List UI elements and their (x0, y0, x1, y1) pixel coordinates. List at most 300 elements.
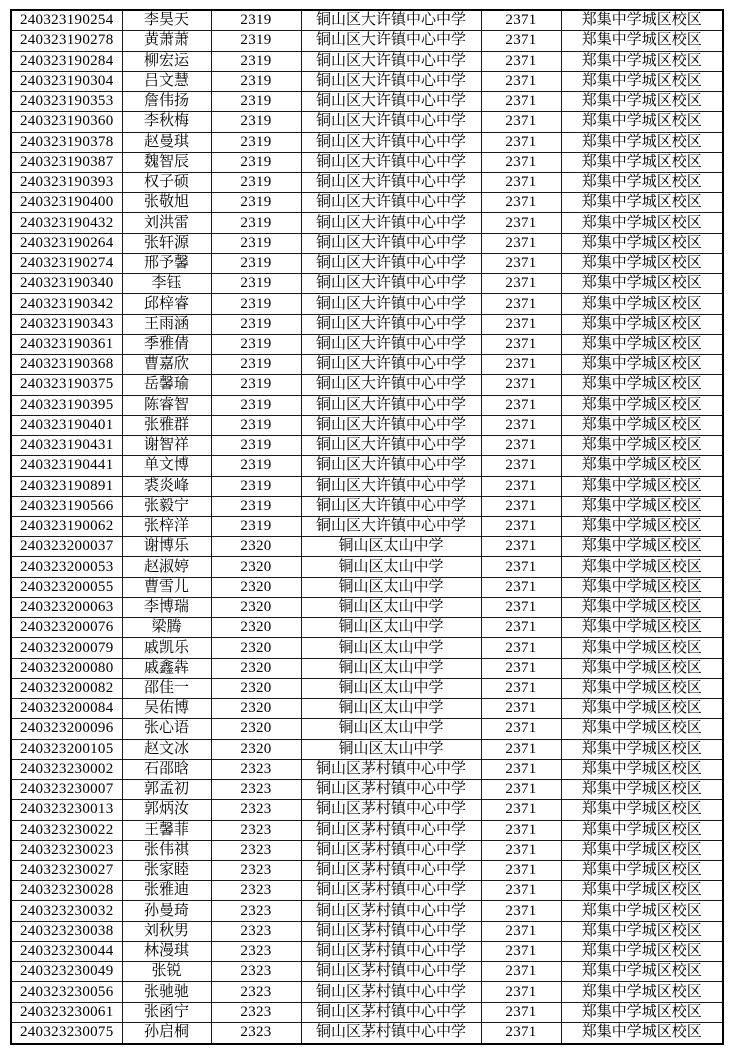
student-name-cell: 张函宁 (122, 1002, 211, 1022)
table-row (11, 820, 723, 840)
destination-campus-cell: 郑集中学城区校区 (561, 253, 723, 273)
student-name-cell: 张毅宁 (122, 496, 211, 516)
school-code-cell: 2323 (211, 881, 301, 901)
school-name-cell: 铜山区茅村镇中心中学 (301, 780, 481, 800)
student-id-cell: 240323190441 (11, 456, 122, 476)
school-name-cell: 铜山区大许镇中心中学 (301, 274, 481, 294)
school-name-cell: 铜山区大许镇中心中学 (301, 436, 481, 456)
destination-code-cell: 2371 (481, 92, 561, 112)
school-name-cell: 铜山区茅村镇中心中学 (301, 941, 481, 961)
student-id-cell: 240323200096 (11, 719, 122, 739)
student-id-cell: 240323190062 (11, 517, 122, 537)
destination-campus-cell: 郑集中学城区校区 (561, 71, 723, 91)
destination-code-cell: 2371 (481, 638, 561, 658)
table-body (11, 10, 723, 1044)
destination-campus-cell: 郑集中学城区校区 (561, 597, 723, 617)
destination-campus-cell: 郑集中学城区校区 (561, 557, 723, 577)
destination-code-cell: 2371 (481, 436, 561, 456)
student-id-cell: 240323230038 (11, 921, 122, 941)
table-row (11, 678, 723, 698)
school-code-cell: 2323 (211, 1022, 301, 1044)
student-name-cell: 郭炳汝 (122, 800, 211, 820)
destination-campus-cell: 郑集中学城区校区 (561, 577, 723, 597)
school-name-cell: 铜山区大许镇中心中学 (301, 476, 481, 496)
table-row (11, 233, 723, 253)
destination-campus-cell: 郑集中学城区校区 (561, 51, 723, 71)
school-code-cell: 2320 (211, 658, 301, 678)
table-row (11, 436, 723, 456)
table-row (11, 699, 723, 719)
table-row (11, 1022, 723, 1044)
destination-campus-cell: 郑集中学城区校区 (561, 1002, 723, 1022)
student-name-cell: 孙启桐 (122, 1022, 211, 1044)
destination-code-cell: 2371 (481, 152, 561, 172)
school-name-cell: 铜山区大许镇中心中学 (301, 517, 481, 537)
table-row (11, 395, 723, 415)
destination-campus-cell: 郑集中学城区校区 (561, 739, 723, 759)
destination-code-cell: 2371 (481, 739, 561, 759)
school-code-cell: 2319 (211, 517, 301, 537)
destination-campus-cell: 郑集中学城区校区 (561, 132, 723, 152)
school-name-cell: 铜山区大许镇中心中学 (301, 375, 481, 395)
destination-campus-cell: 郑集中学城区校区 (561, 820, 723, 840)
destination-code-cell: 2371 (481, 517, 561, 537)
school-code-cell: 2323 (211, 840, 301, 860)
student-id-cell: 240323230056 (11, 982, 122, 1002)
destination-code-cell: 2371 (481, 1002, 561, 1022)
destination-code-cell: 2371 (481, 71, 561, 91)
student-name-cell: 李博瑞 (122, 597, 211, 617)
school-name-cell: 铜山区茅村镇中心中学 (301, 1022, 481, 1044)
student-id-cell: 240323230075 (11, 1022, 122, 1044)
destination-campus-cell: 郑集中学城区校区 (561, 860, 723, 880)
table-row (11, 132, 723, 152)
destination-campus-cell: 郑集中学城区校区 (561, 476, 723, 496)
destination-campus-cell: 郑集中学城区校区 (561, 962, 723, 982)
school-code-cell: 2320 (211, 537, 301, 557)
destination-code-cell: 2371 (481, 982, 561, 1002)
destination-campus-cell: 郑集中学城区校区 (561, 436, 723, 456)
table-row (11, 638, 723, 658)
destination-code-cell: 2371 (481, 658, 561, 678)
school-code-cell: 2320 (211, 699, 301, 719)
table-row (11, 253, 723, 273)
school-name-cell: 铜山区茅村镇中心中学 (301, 881, 481, 901)
school-name-cell: 铜山区大许镇中心中学 (301, 355, 481, 375)
destination-code-cell: 2371 (481, 314, 561, 334)
school-code-cell: 2323 (211, 759, 301, 779)
student-name-cell: 张家睦 (122, 860, 211, 880)
destination-code-cell: 2371 (481, 193, 561, 213)
student-name-cell: 曹雪儿 (122, 577, 211, 597)
student-name-cell: 吴佑博 (122, 699, 211, 719)
student-name-cell: 魏智辰 (122, 152, 211, 172)
destination-code-cell: 2371 (481, 173, 561, 193)
destination-code-cell: 2371 (481, 820, 561, 840)
school-name-cell: 铜山区大许镇中心中学 (301, 395, 481, 415)
table-row (11, 860, 723, 880)
school-name-cell: 铜山区大许镇中心中学 (301, 10, 481, 31)
student-id-cell: 240323190891 (11, 476, 122, 496)
school-code-cell: 2319 (211, 294, 301, 314)
student-name-cell: 岳馨瑜 (122, 375, 211, 395)
destination-campus-cell: 郑集中学城区校区 (561, 10, 723, 31)
student-name-cell: 曹嘉欣 (122, 355, 211, 375)
table-row (11, 31, 723, 51)
student-name-cell: 张敬旭 (122, 193, 211, 213)
destination-campus-cell: 郑集中学城区校区 (561, 1022, 723, 1044)
destination-code-cell: 2371 (481, 780, 561, 800)
table-row (11, 71, 723, 91)
table-row (11, 780, 723, 800)
school-code-cell: 2319 (211, 10, 301, 31)
school-name-cell: 铜山区茅村镇中心中学 (301, 1002, 481, 1022)
student-id-cell: 240323230022 (11, 820, 122, 840)
destination-campus-cell: 郑集中学城区校区 (561, 152, 723, 172)
school-name-cell: 铜山区太山中学 (301, 739, 481, 759)
school-code-cell: 2323 (211, 780, 301, 800)
destination-code-cell: 2371 (481, 840, 561, 860)
school-name-cell: 铜山区大许镇中心中学 (301, 294, 481, 314)
destination-campus-cell: 郑集中学城区校区 (561, 112, 723, 132)
destination-campus-cell: 郑集中学城区校区 (561, 213, 723, 233)
student-assignment-table (10, 9, 724, 1045)
destination-campus-cell: 郑集中学城区校区 (561, 173, 723, 193)
student-name-cell: 赵淑婷 (122, 557, 211, 577)
destination-campus-cell: 郑集中学城区校区 (561, 355, 723, 375)
school-name-cell: 铜山区大许镇中心中学 (301, 334, 481, 354)
student-name-cell: 戚鑫犇 (122, 658, 211, 678)
destination-campus-cell: 郑集中学城区校区 (561, 92, 723, 112)
student-id-cell: 240323190342 (11, 294, 122, 314)
student-id-cell: 240323200076 (11, 618, 122, 638)
destination-campus-cell: 郑集中学城区校区 (561, 415, 723, 435)
destination-campus-cell: 郑集中学城区校区 (561, 456, 723, 476)
school-code-cell: 2319 (211, 334, 301, 354)
table-row (11, 577, 723, 597)
school-code-cell: 2319 (211, 436, 301, 456)
table-row (11, 597, 723, 617)
destination-campus-cell: 郑集中学城区校区 (561, 800, 723, 820)
student-id-cell: 240323200063 (11, 597, 122, 617)
school-code-cell: 2319 (211, 274, 301, 294)
school-name-cell: 铜山区大许镇中心中学 (301, 173, 481, 193)
school-code-cell: 2319 (211, 132, 301, 152)
destination-campus-cell: 郑集中学城区校区 (561, 658, 723, 678)
destination-code-cell: 2371 (481, 132, 561, 152)
student-id-cell: 240323190284 (11, 51, 122, 71)
student-name-cell: 单文博 (122, 456, 211, 476)
school-name-cell: 铜山区太山中学 (301, 719, 481, 739)
school-name-cell: 铜山区太山中学 (301, 557, 481, 577)
table-row (11, 152, 723, 172)
table-row (11, 759, 723, 779)
destination-code-cell: 2371 (481, 274, 561, 294)
student-id-cell: 240323190343 (11, 314, 122, 334)
student-name-cell: 裘炎峰 (122, 476, 211, 496)
school-name-cell: 铜山区大许镇中心中学 (301, 132, 481, 152)
table-row (11, 294, 723, 314)
table-row (11, 840, 723, 860)
student-id-cell: 240323190395 (11, 395, 122, 415)
school-name-cell: 铜山区大许镇中心中学 (301, 31, 481, 51)
table-row (11, 517, 723, 537)
table-row (11, 496, 723, 516)
student-name-cell: 黄萧萧 (122, 31, 211, 51)
destination-code-cell: 2371 (481, 577, 561, 597)
student-name-cell: 邵佳一 (122, 678, 211, 698)
school-code-cell: 2319 (211, 173, 301, 193)
school-name-cell: 铜山区大许镇中心中学 (301, 193, 481, 213)
table-row (11, 739, 723, 759)
school-code-cell: 2323 (211, 901, 301, 921)
school-code-cell: 2319 (211, 233, 301, 253)
school-name-cell: 铜山区太山中学 (301, 678, 481, 698)
destination-campus-cell: 郑集中学城区校区 (561, 334, 723, 354)
school-code-cell: 2323 (211, 982, 301, 1002)
destination-campus-cell: 郑集中学城区校区 (561, 881, 723, 901)
destination-code-cell: 2371 (481, 496, 561, 516)
student-name-cell: 詹伟扬 (122, 92, 211, 112)
school-name-cell: 铜山区大许镇中心中学 (301, 314, 481, 334)
destination-code-cell: 2371 (481, 881, 561, 901)
school-name-cell: 铜山区大许镇中心中学 (301, 415, 481, 435)
table-row (11, 193, 723, 213)
destination-campus-cell: 郑集中学城区校区 (561, 375, 723, 395)
school-name-cell: 铜山区茅村镇中心中学 (301, 860, 481, 880)
destination-code-cell: 2371 (481, 334, 561, 354)
school-name-cell: 铜山区茅村镇中心中学 (301, 820, 481, 840)
school-code-cell: 2319 (211, 92, 301, 112)
student-id-cell: 240323200080 (11, 658, 122, 678)
table-row (11, 476, 723, 496)
school-code-cell: 2320 (211, 557, 301, 577)
school-code-cell: 2320 (211, 638, 301, 658)
destination-campus-cell: 郑集中学城区校区 (561, 941, 723, 961)
school-code-cell: 2323 (211, 820, 301, 840)
destination-campus-cell: 郑集中学城区校区 (561, 496, 723, 516)
destination-code-cell: 2371 (481, 51, 561, 71)
table-row (11, 962, 723, 982)
school-name-cell: 铜山区大许镇中心中学 (301, 456, 481, 476)
school-code-cell: 2319 (211, 496, 301, 516)
student-name-cell: 张心语 (122, 719, 211, 739)
destination-code-cell: 2371 (481, 253, 561, 273)
school-code-cell: 2320 (211, 719, 301, 739)
table-row (11, 173, 723, 193)
student-name-cell: 林漫琪 (122, 941, 211, 961)
student-id-cell: 240323190340 (11, 274, 122, 294)
school-code-cell: 2320 (211, 739, 301, 759)
table-row (11, 901, 723, 921)
table-row (11, 51, 723, 71)
school-code-cell: 2319 (211, 395, 301, 415)
table-row (11, 415, 723, 435)
destination-code-cell: 2371 (481, 860, 561, 880)
school-name-cell: 铜山区茅村镇中心中学 (301, 800, 481, 820)
destination-code-cell: 2371 (481, 112, 561, 132)
destination-code-cell: 2371 (481, 921, 561, 941)
student-id-cell: 240323190278 (11, 31, 122, 51)
school-code-cell: 2320 (211, 577, 301, 597)
destination-campus-cell: 郑集中学城区校区 (561, 921, 723, 941)
student-name-cell: 张轩源 (122, 233, 211, 253)
destination-code-cell: 2371 (481, 962, 561, 982)
student-id-cell: 240323230002 (11, 759, 122, 779)
destination-campus-cell: 郑集中学城区校区 (561, 618, 723, 638)
student-name-cell: 刘秋男 (122, 921, 211, 941)
student-name-cell: 赵文冰 (122, 739, 211, 759)
school-code-cell: 2319 (211, 476, 301, 496)
student-name-cell: 刘洪雷 (122, 213, 211, 233)
school-code-cell: 2319 (211, 51, 301, 71)
student-name-cell: 赵曼琪 (122, 132, 211, 152)
student-name-cell: 石邵晗 (122, 759, 211, 779)
destination-code-cell: 2371 (481, 456, 561, 476)
destination-code-cell: 2371 (481, 941, 561, 961)
school-name-cell: 铜山区大许镇中心中学 (301, 253, 481, 273)
destination-campus-cell: 郑集中学城区校区 (561, 314, 723, 334)
school-name-cell: 铜山区大许镇中心中学 (301, 71, 481, 91)
table-row (11, 92, 723, 112)
student-id-cell: 240323230027 (11, 860, 122, 880)
table-row (11, 1002, 723, 1022)
student-name-cell: 权子硕 (122, 173, 211, 193)
school-code-cell: 2319 (211, 213, 301, 233)
student-id-cell: 240323190254 (11, 10, 122, 31)
table-row (11, 881, 723, 901)
school-name-cell: 铜山区大许镇中心中学 (301, 233, 481, 253)
student-id-cell: 240323200053 (11, 557, 122, 577)
destination-code-cell: 2371 (481, 10, 561, 31)
school-name-cell: 铜山区太山中学 (301, 638, 481, 658)
student-id-cell: 240323200079 (11, 638, 122, 658)
student-name-cell: 张雅群 (122, 415, 211, 435)
destination-code-cell: 2371 (481, 1022, 561, 1044)
destination-code-cell: 2371 (481, 800, 561, 820)
destination-campus-cell: 郑集中学城区校区 (561, 719, 723, 739)
destination-campus-cell: 郑集中学城区校区 (561, 759, 723, 779)
student-name-cell: 陈睿智 (122, 395, 211, 415)
school-name-cell: 铜山区太山中学 (301, 618, 481, 638)
destination-campus-cell: 郑集中学城区校区 (561, 699, 723, 719)
table-row (11, 334, 723, 354)
student-name-cell: 邢予馨 (122, 253, 211, 273)
table-row (11, 618, 723, 638)
student-id-cell: 240323190401 (11, 415, 122, 435)
student-id-cell: 240323230028 (11, 881, 122, 901)
school-name-cell: 铜山区大许镇中心中学 (301, 496, 481, 516)
table-row (11, 800, 723, 820)
school-code-cell: 2319 (211, 112, 301, 132)
school-code-cell: 2319 (211, 253, 301, 273)
student-name-cell: 戚凯乐 (122, 638, 211, 658)
school-name-cell: 铜山区太山中学 (301, 597, 481, 617)
destination-campus-cell: 郑集中学城区校区 (561, 840, 723, 860)
destination-campus-cell: 郑集中学城区校区 (561, 901, 723, 921)
student-id-cell: 240323200037 (11, 537, 122, 557)
school-name-cell: 铜山区大许镇中心中学 (301, 51, 481, 71)
school-name-cell: 铜山区茅村镇中心中学 (301, 840, 481, 860)
table-row (11, 537, 723, 557)
student-name-cell: 王雨涵 (122, 314, 211, 334)
student-name-cell: 谢博乐 (122, 537, 211, 557)
table-row (11, 274, 723, 294)
school-code-cell: 2323 (211, 921, 301, 941)
student-id-cell: 240323190264 (11, 233, 122, 253)
student-name-cell: 李钰 (122, 274, 211, 294)
destination-code-cell: 2371 (481, 355, 561, 375)
destination-campus-cell: 郑集中学城区校区 (561, 678, 723, 698)
student-id-cell: 240323190375 (11, 375, 122, 395)
school-name-cell: 铜山区茅村镇中心中学 (301, 982, 481, 1002)
student-name-cell: 李秋梅 (122, 112, 211, 132)
destination-campus-cell: 郑集中学城区校区 (561, 638, 723, 658)
school-name-cell: 铜山区茅村镇中心中学 (301, 921, 481, 941)
destination-code-cell: 2371 (481, 375, 561, 395)
destination-code-cell: 2371 (481, 294, 561, 314)
student-id-cell: 240323230013 (11, 800, 122, 820)
destination-code-cell: 2371 (481, 699, 561, 719)
destination-campus-cell: 郑集中学城区校区 (561, 982, 723, 1002)
table-row (11, 314, 723, 334)
student-name-cell: 邱梓睿 (122, 294, 211, 314)
student-name-cell: 谢智祥 (122, 436, 211, 456)
student-id-cell: 240323190393 (11, 173, 122, 193)
school-name-cell: 铜山区茅村镇中心中学 (301, 962, 481, 982)
school-name-cell: 铜山区大许镇中心中学 (301, 152, 481, 172)
student-id-cell: 240323230044 (11, 941, 122, 961)
student-name-cell: 柳宏运 (122, 51, 211, 71)
school-name-cell: 铜山区太山中学 (301, 537, 481, 557)
school-code-cell: 2320 (211, 618, 301, 638)
school-code-cell: 2323 (211, 962, 301, 982)
table-row (11, 213, 723, 233)
destination-campus-cell: 郑集中学城区校区 (561, 517, 723, 537)
school-name-cell: 铜山区大许镇中心中学 (301, 213, 481, 233)
school-code-cell: 2319 (211, 375, 301, 395)
school-code-cell: 2320 (211, 597, 301, 617)
student-name-cell: 张雅迪 (122, 881, 211, 901)
school-code-cell: 2319 (211, 314, 301, 334)
school-name-cell: 铜山区大许镇中心中学 (301, 92, 481, 112)
student-name-cell: 郭孟初 (122, 780, 211, 800)
table-row (11, 355, 723, 375)
student-name-cell: 梁腾 (122, 618, 211, 638)
student-name-cell: 李昊天 (122, 10, 211, 31)
school-code-cell: 2323 (211, 860, 301, 880)
student-id-cell: 240323190304 (11, 71, 122, 91)
table-row (11, 921, 723, 941)
school-code-cell: 2319 (211, 152, 301, 172)
student-id-cell: 240323230007 (11, 780, 122, 800)
school-name-cell: 铜山区太山中学 (301, 658, 481, 678)
destination-campus-cell: 郑集中学城区校区 (561, 31, 723, 51)
destination-campus-cell: 郑集中学城区校区 (561, 395, 723, 415)
student-id-cell: 240323190368 (11, 355, 122, 375)
destination-code-cell: 2371 (481, 395, 561, 415)
table-row (11, 982, 723, 1002)
student-id-cell: 240323190400 (11, 193, 122, 213)
destination-campus-cell: 郑集中学城区校区 (561, 233, 723, 253)
school-code-cell: 2319 (211, 71, 301, 91)
student-id-cell: 240323230061 (11, 1002, 122, 1022)
student-name-cell: 王馨菲 (122, 820, 211, 840)
destination-campus-cell: 郑集中学城区校区 (561, 274, 723, 294)
school-code-cell: 2319 (211, 456, 301, 476)
student-id-cell: 240323200055 (11, 577, 122, 597)
student-id-cell: 240323190566 (11, 496, 122, 516)
